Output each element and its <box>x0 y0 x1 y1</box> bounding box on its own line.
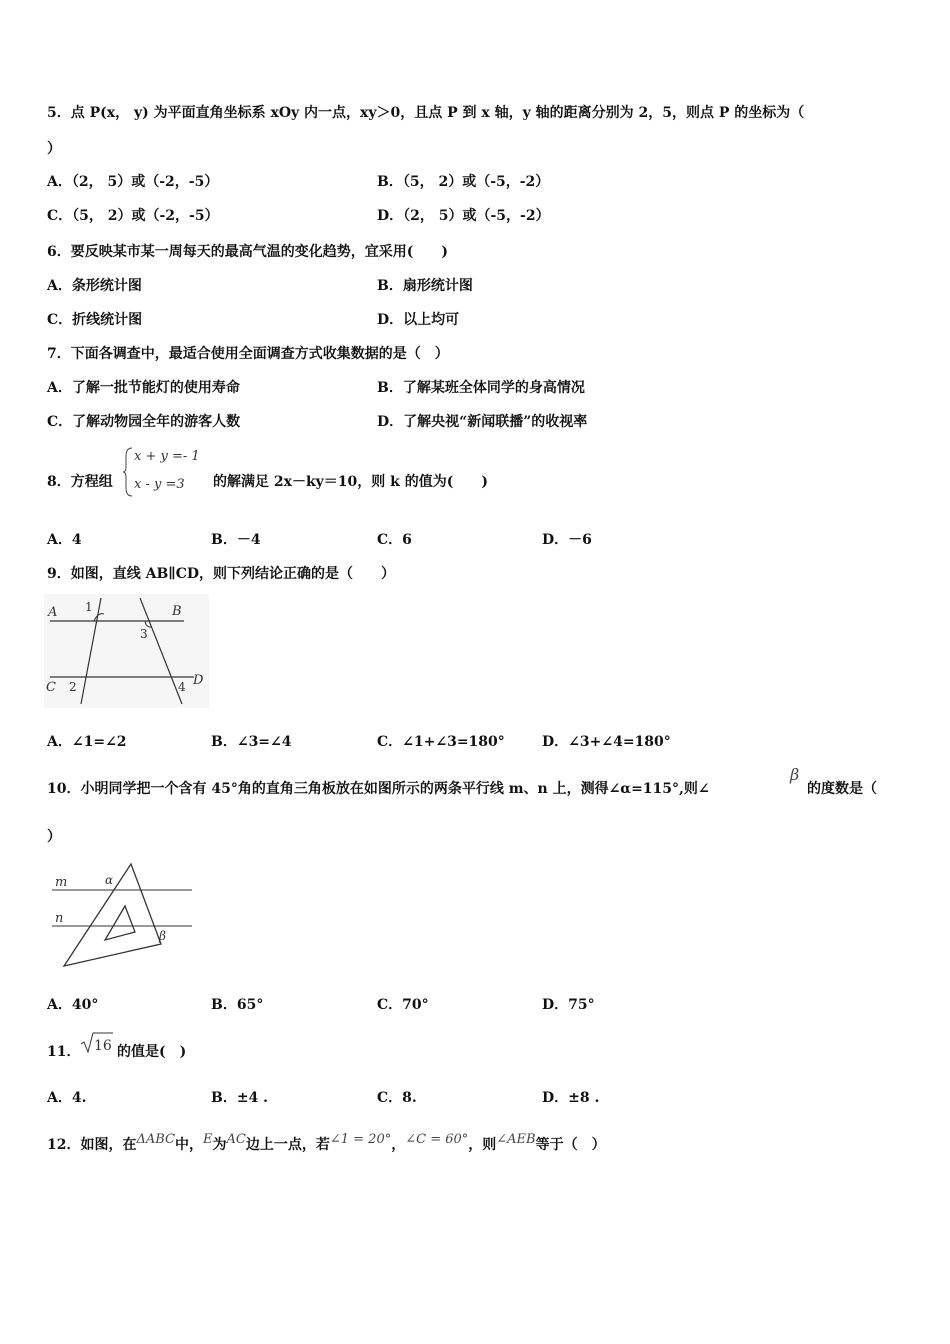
question-7-stem: 7．下面各调查中，最适合使用全面调查方式收集数据的是（ ） <box>47 346 449 362</box>
q12-text-5: ， <box>391 1137 406 1153</box>
label-alpha: α <box>105 873 114 887</box>
question-8-option-b: B．－4 <box>211 532 261 548</box>
question-5-option-a: A．（2， 5）或（-2，-5） <box>47 174 219 190</box>
question-7-option-c: C．了解动物园全年的游客人数 <box>47 414 241 430</box>
question-5-stem-end: ） <box>47 141 61 157</box>
question-10-option-d: D．75° <box>542 997 595 1013</box>
equation-1: x + y =- 1 <box>134 449 200 464</box>
q12-text-4: 边上一点，若 <box>245 1137 330 1153</box>
q12-text-7: 等于（ ） <box>535 1137 606 1153</box>
q12-text-6: ，则 <box>468 1137 497 1153</box>
q12-math-angleC: ∠C = 60° <box>405 1132 469 1147</box>
sqrt-symbol <box>80 1031 114 1055</box>
label-B: B <box>172 604 182 619</box>
label-m: m <box>55 875 68 890</box>
question-6-stem: 6．要反映某市某一周每天的最高气温的变化趋势，宜采用( ) <box>47 244 448 260</box>
label-angle-4: 4 <box>178 680 186 694</box>
question-10-stem-end: ） <box>47 829 61 845</box>
question-9-option-b: B．∠3=∠4 <box>211 734 292 750</box>
question-6-option-d: D．以上均可 <box>377 312 460 328</box>
question-7-option-a: A．了解一批节能灯的使用寿命 <box>47 380 240 396</box>
question-10-stem-prefix: 10．小明同学把一个含有 45°角的直角三角板放在如图所示的两条平行线 m、n 上，测得∠α=115°,则∠ <box>47 781 710 797</box>
parallel-lines-figure <box>44 594 209 708</box>
question-10-option-b: B．65° <box>211 997 264 1013</box>
beta-symbol: β <box>790 765 800 784</box>
question-7-option-d: D．了解央视“新闻联播”的收视率 <box>377 414 588 430</box>
q12-text-3: 为 <box>212 1137 227 1153</box>
question-10-stem-suffix: 的度数是（ <box>807 781 877 797</box>
question-10-option-a: A．40° <box>47 997 99 1013</box>
label-n: n <box>55 911 64 926</box>
question-6-option-b: B．扇形统计图 <box>377 278 473 294</box>
label-angle-2: 2 <box>69 680 77 694</box>
question-9-option-a: A．∠1=∠2 <box>47 734 127 750</box>
sqrt-radicand: 16 <box>94 1038 112 1054</box>
question-5-option-d: D．（2， 5）或（-5，-2） <box>377 208 550 224</box>
question-8-option-c: C．6 <box>377 532 412 548</box>
q12-math-angle1: ∠1 = 20° <box>329 1132 392 1147</box>
label-beta: β <box>159 929 166 943</box>
question-8-stem-prefix: 8．方程组 <box>47 474 113 490</box>
question-9-option-c: C．∠1+∠3=180° <box>377 734 505 750</box>
q12-text-2: 中， <box>175 1137 204 1153</box>
question-11-option-d: D．±8 . <box>542 1090 600 1106</box>
label-C: C <box>46 680 56 695</box>
label-angle-3: 3 <box>140 627 148 641</box>
equation-brace <box>122 446 134 498</box>
question-7-option-b: B．了解某班全体同学的身高情况 <box>377 380 585 396</box>
label-D: D <box>193 673 204 688</box>
question-5-stem: 5．点 P(x， y) 为平面直角坐标系 xOy 内一点，xy＞0，且点 P 到 x 轴，y 轴的距离分别为 2，5，则点 P 的坐标为（ <box>47 105 805 121</box>
question-11-option-c: C．8. <box>377 1090 417 1106</box>
question-11-stem-suffix: 的值是( ) <box>117 1044 187 1060</box>
question-11-option-b: B．±4 . <box>211 1090 269 1106</box>
q12-math-E: E <box>203 1132 213 1147</box>
label-angle-1: 1 <box>85 600 93 614</box>
q12-math-angleAEB: ∠AEB <box>496 1132 536 1147</box>
q12-math-triangle: ΔABC <box>136 1132 176 1147</box>
question-5-option-b: B．（5， 2）或（-5，-2） <box>377 174 550 190</box>
question-10-option-c: C．70° <box>377 997 429 1013</box>
question-11-number: 11． <box>47 1044 81 1060</box>
question-9-option-d: D．∠3+∠4=180° <box>542 734 671 750</box>
equation-2: x - y =3 <box>134 477 185 492</box>
question-6-option-c: C．折线统计图 <box>47 312 143 328</box>
label-A: A <box>48 605 58 620</box>
q12-math-AC: AC <box>226 1132 246 1147</box>
question-8-option-a: A．4 <box>47 532 82 548</box>
triangle-ruler-figure <box>47 860 197 972</box>
question-9-stem: 9．如图，直线 AB∥CD，则下列结论正确的是（ ） <box>47 566 396 582</box>
question-12-stem <box>47 1132 606 1155</box>
question-11-option-a: A．4. <box>47 1090 87 1106</box>
q12-text-1: 12．如图，在 <box>47 1137 137 1153</box>
question-5-option-c: C．（5， 2）或（-2，-5） <box>47 208 219 224</box>
question-6-option-a: A．条形统计图 <box>47 278 142 294</box>
question-8-option-d: D．－6 <box>542 532 592 548</box>
question-8-stem-suffix: 的解满足 2x－ky＝10，则 k 的值为( ) <box>213 474 488 490</box>
